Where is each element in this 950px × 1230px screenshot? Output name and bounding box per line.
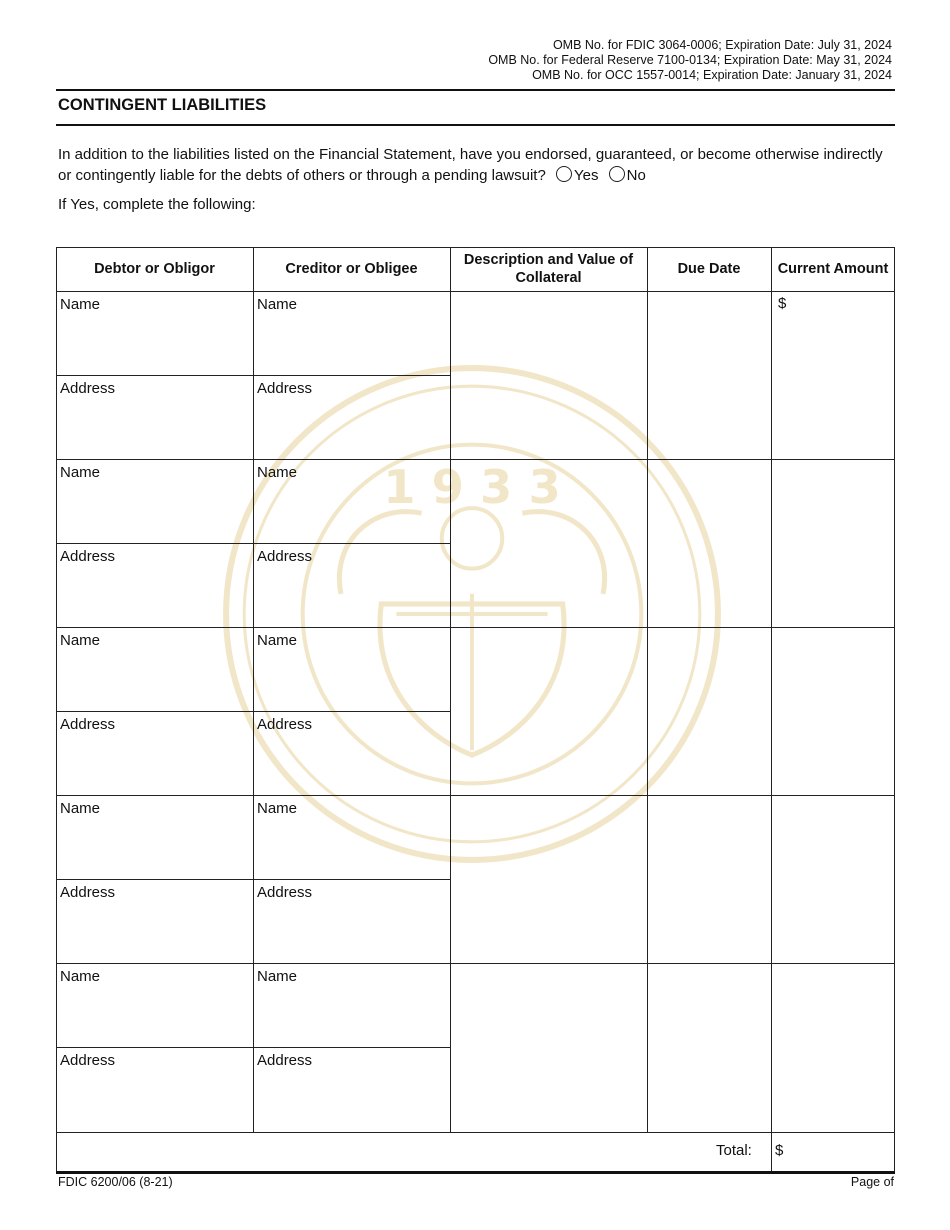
split-line-2	[56, 543, 450, 544]
creditor-address-label: Address	[257, 716, 313, 733]
creditor-name-label: Name	[257, 632, 298, 649]
total-label: Total:	[716, 1142, 752, 1159]
creditor-address-label: Address	[257, 548, 313, 565]
omb-line-occ: OMB No. for OCC 1557-0014; Expiration Date: January 31, 2024	[532, 68, 892, 82]
row-line-3	[56, 795, 895, 796]
creditor-name-label: Name	[257, 296, 298, 313]
creditor-name-label: Name	[257, 800, 298, 817]
omb-notice	[488, 38, 892, 83]
creditor-address-label: Address	[257, 1052, 313, 1069]
debtor-name-label: Name	[60, 632, 101, 649]
question-text: In addition to the liabilities listed on the Financial Statement, have you endorsed, guaranteed, or become otherwise indirectly or contingently liable for the debts of others or through a pending lawsuit?	[58, 146, 883, 184]
row-line-2	[56, 627, 895, 628]
section-title: CONTINGENT LIABILITIES	[58, 96, 267, 114]
debtor-address-label: Address	[60, 548, 116, 565]
split-line-4	[56, 879, 450, 880]
omb-line-frb: OMB No. for Federal Reserve 7100-0134; Expiration Date: May 31, 2024	[488, 53, 892, 67]
col-line-3	[647, 247, 648, 1132]
svg-text:1 9 3 3: 1 9 3 3	[383, 460, 561, 515]
header-creditor: Creditor or Obligee	[285, 261, 418, 277]
debtor-name-label: Name	[60, 800, 101, 817]
split-line-3	[56, 711, 450, 712]
row-line-1	[56, 459, 895, 460]
header-debtor: Debtor or Obligor	[94, 261, 215, 277]
page-number: Page of	[850, 1175, 894, 1189]
header-divider	[56, 291, 895, 292]
header-amount: Current Amount	[777, 261, 889, 277]
header-collateral: Description and Value of Collateral	[463, 252, 634, 286]
if-yes-instruction: If Yes, complete the following:	[58, 196, 256, 213]
no-label: No	[626, 167, 646, 184]
debtor-address-label: Address	[60, 1052, 116, 1069]
split-line-5	[56, 1047, 450, 1048]
debtor-address-label: Address	[60, 716, 116, 733]
creditor-address-label: Address	[257, 380, 313, 397]
creditor-name-label: Name	[257, 968, 298, 985]
title-rule	[56, 124, 895, 126]
form-id: FDIC 6200/06 (8-21)	[58, 1175, 173, 1189]
top-rule	[56, 89, 895, 91]
total-currency: $	[775, 1142, 784, 1159]
amount-currency: $	[778, 295, 787, 312]
col-line-4	[771, 247, 772, 1174]
omb-line-fdic: OMB No. for FDIC 3064-0006; Expiration Date: July 31, 2024	[552, 38, 892, 52]
contingent-question	[58, 144, 888, 186]
row-line-4	[56, 963, 895, 964]
total-line	[56, 1132, 895, 1133]
debtor-name-label: Name	[60, 296, 101, 313]
liabilities-table	[56, 247, 895, 1174]
creditor-name-label: Name	[257, 464, 298, 481]
debtor-address-label: Address	[60, 884, 116, 901]
bottom-rule	[56, 1171, 895, 1174]
header-due-date: Due Date	[677, 261, 741, 277]
debtor-address-label: Address	[60, 380, 116, 397]
col-line-1	[253, 247, 254, 1132]
col-line-2	[450, 247, 451, 1132]
yes-label: Yes	[573, 167, 599, 184]
yes-radio[interactable]	[556, 166, 572, 182]
creditor-address-label: Address	[257, 884, 313, 901]
no-radio[interactable]	[609, 166, 625, 182]
split-line-1	[56, 375, 450, 376]
debtor-name-label: Name	[60, 968, 101, 985]
debtor-name-label: Name	[60, 464, 101, 481]
